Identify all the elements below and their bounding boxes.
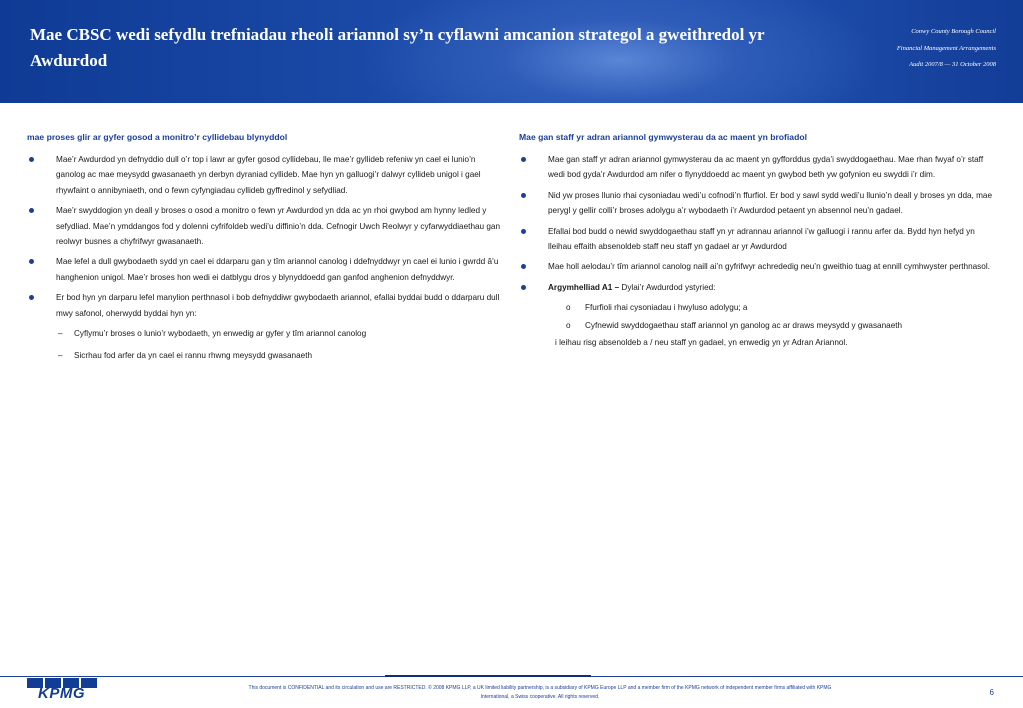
meta-date: Audit 2007/8 — 31 October 2008 xyxy=(909,61,996,68)
recommendation-label: Argymhelliad A1 – xyxy=(548,282,620,292)
note-line: International, a Swiss cooperative. All rights reserved. xyxy=(480,694,600,700)
dash-marker: – xyxy=(58,329,63,339)
bullet-icon xyxy=(29,259,34,264)
sub-list-item xyxy=(27,326,505,341)
logo-text: KPMG xyxy=(38,685,85,702)
bullet-text: Mae gan staff yr adran ariannol gymwysterau da ac maent yn gyfforddus gyda’i swyddogaethau. Mae rhan fwyaf o’r staff wedi bod gyda’r Awdurdod am nifer o flynyddoedd ac maent yn gwybod beth yw gofynion eu swyddi i’r dim. xyxy=(548,155,984,180)
list-item xyxy=(519,224,995,255)
bullet-text: Mae’r swyddogion yn deall y broses o osod a monitro o fewn yr Awdurdod yn dda ac yn rhoi gwybod am hynny ledled y sefydliad. Mae’n ymddangos fod y dolenni cyfrifoldeb wedi’u diffinio’n dda. Cefnogir Uwch Reolwyr y cyfarwyddiaethau gan reolwyr busnes a chyfrifwyr gwasanaeth. xyxy=(56,206,501,247)
page-number: 6 xyxy=(989,688,994,697)
bullet-icon xyxy=(521,157,526,162)
sub-list-item xyxy=(519,318,995,333)
circle-marker: o xyxy=(566,320,571,330)
list-item xyxy=(519,152,995,183)
sub-item-text: Cyfnewid swyddogaethau staff ariannol yn ganolog ac ar draws meysydd y gwasanaeth xyxy=(585,320,903,330)
list-item xyxy=(27,203,505,249)
sub-list-item xyxy=(27,348,505,363)
sub-item-text: Ffurfioli rhai cysoniadau i hwyluso adolygu; a xyxy=(585,303,748,313)
list-item xyxy=(519,188,995,219)
header-banner xyxy=(0,0,1023,103)
list-item xyxy=(27,152,505,198)
meta-council: Conwy County Borough Council xyxy=(911,28,996,35)
right-heading: Mae gan staff yr adran ariannol gymwysterau da ac maent yn brofiadol xyxy=(519,132,807,142)
report-meta xyxy=(897,24,996,74)
bullet-icon xyxy=(521,193,526,198)
left-heading: mae proses glir ar gyfer gosod a monitro’r cyllidebau blynyddol xyxy=(27,132,288,142)
page-title: Mae CBSC wedi sefydlu trefniadau rheoli ariannol sy’n cyflawni amcanion strategol a gweithredol yr Awdurdod xyxy=(30,25,765,70)
list-item xyxy=(519,259,995,274)
bullet-text: Efallai bod budd o newid swyddogaethau staff yn yr adrannau ariannol i’w galluogi i rannu arfer da. Bydd hyn hefyd yn lleihau effaith absenoldeb staff neu staff yn gadael ar yr Awdurdod xyxy=(548,226,975,252)
bullet-icon xyxy=(521,229,526,234)
footer-divider-accent xyxy=(385,675,591,677)
bullet-icon xyxy=(29,208,34,213)
bullet-text: Mae lefel a dull gwybodaeth sydd yn cael ei ddarparu gan y tîm ariannol canolog i ddefnyddwyr yn cael ei lunio i gwrdd â’u hanghenion unigol. Mae’r broses hon wedi ei datblygu dros y blynyddoedd gan ganfod anghenion defnyddwyr. xyxy=(56,257,499,282)
sub-list-item xyxy=(519,300,995,315)
bullet-icon xyxy=(29,295,34,300)
meta-report: Financial Management Arrangements xyxy=(896,44,996,52)
list-item xyxy=(27,254,505,285)
circle-marker: o xyxy=(566,303,571,313)
bullet-icon xyxy=(521,264,526,269)
dash-marker: – xyxy=(58,351,63,361)
bullet-icon xyxy=(29,157,34,162)
recommendation-tail: i leihau risg absenoldeb a / neu staff yn gadael, yn enwedig yn yr Adran Ariannol. xyxy=(555,338,848,348)
bullet-text: Mae’r Awdurdod yn defnyddio dull o’r top i lawr ar gyfer gosod cyllidebau, lle mae’r gyllideb refeniw yn cael ei lunio’n ganolog ac mae meysydd gwasanaeth yn derbyn dyraniad cyllideb. Mae hyn yn galluogi’r dalwyr cyllideb unigol i gael rhywfaint o annibyniaeth, ond o fewn cyfyngiadau cyllideb gyffredinol y sefydliad. xyxy=(56,155,481,195)
bullet-text: Nid yw proses llunio rhai cysoniadau wedi’u cofnodi’n ffurfiol. Er bod y sawl sydd wedi’u llunio’n deall y broses yn dda, mae perygl y gellir colli’r broses adolygu a’r wybodaeth i’r Awdurdod petaent yn absennol neu’n gadael. xyxy=(548,190,993,216)
bullet-text: Er bod hyn yn darparu lefel manylion perthnasol i bob defnyddiwr gwybodaeth ariannol, efallai byddai budd o ddarparu dull mwy safonol, oherwydd byddai hyn yn: xyxy=(56,293,500,318)
kpmg-logo xyxy=(25,678,98,702)
note-line: This document is CONFIDENTIAL and its circulation and use are RESTRICTED. © 2008 KPMG LLP, a UK limited liability partnership, is a subsidiary of KPMG Europe LLP and a member firm of the KPMG network of independent member firms affiliated with KPMG xyxy=(248,685,832,691)
sub-item-text: Sicrhau fod arfer da yn cael ei rannu rhwng meysydd gwasanaeth xyxy=(74,351,313,361)
list-item xyxy=(27,290,505,321)
recommendation-text: Dylai’r Awdurdod ystyried: xyxy=(619,282,716,292)
recommendation-item xyxy=(519,280,995,295)
sub-item-text: Cyflymu’r broses o lunio’r wybodaeth, yn enwedig ar gyfer y tîm ariannol canolog xyxy=(74,329,367,339)
bullet-icon xyxy=(521,285,526,290)
left-column xyxy=(27,131,505,371)
confidentiality-note xyxy=(200,684,880,702)
right-column xyxy=(519,131,995,350)
bullet-text: Mae holl aelodau’r tîm ariannol canolog naill ai’n gyfrifwyr achrededig neu’n gweithio tuag at ennill cymhwyster perthnasol. xyxy=(548,262,990,272)
